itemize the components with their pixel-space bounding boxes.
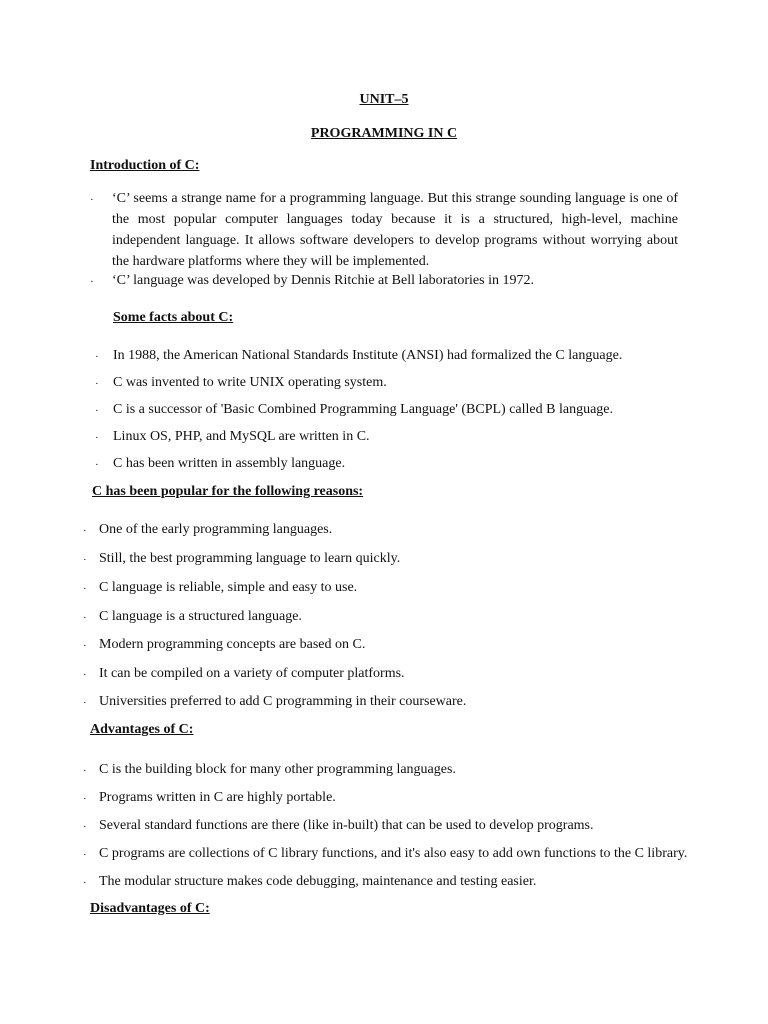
bullet-glyph: · — [95, 459, 99, 471]
bullet-glyph: · — [83, 793, 87, 805]
bullet-glyph: · — [83, 849, 87, 861]
list-item: C is the building block for many other programming languages. — [99, 762, 456, 777]
bullet-glyph: · — [95, 432, 99, 444]
bullet-glyph: · — [83, 583, 87, 595]
list-item: Linux OS, PHP, and MySQL are written in C. — [113, 429, 370, 444]
bullet-glyph: · — [90, 194, 94, 206]
disadvantages-heading: Disadvantages of C: — [90, 901, 210, 916]
advantages-heading: Advantages of C: — [90, 722, 194, 737]
list-item: Still, the best programming language to learn quickly. — [99, 551, 401, 566]
list-item: C was invented to write UNIX operating system. — [113, 375, 387, 390]
list-item: The modular structure makes code debugging, maintenance and testing easier. — [99, 874, 537, 889]
bullet-glyph: · — [83, 697, 87, 709]
bullet-glyph: · — [83, 765, 87, 777]
facts-heading: Some facts about C: — [113, 310, 234, 325]
unit-title: UNIT–5 — [359, 92, 409, 107]
bullet-glyph: · — [83, 821, 87, 833]
bullet-glyph: · — [95, 351, 99, 363]
list-item: C language is a structured language. — [99, 609, 302, 624]
intro-paragraph-2: ‘C’ language was developed by Dennis Ritchie at Bell laboratories in 1972. — [112, 273, 534, 288]
bullet-glyph: · — [90, 276, 94, 288]
subject-title: PROGRAMMING IN C — [310, 126, 458, 141]
list-item: Several standard functions are there (like in-built) that can be used to develop programs. — [99, 818, 594, 833]
bullet-glyph: · — [95, 405, 99, 417]
list-item: It can be compiled on a variety of computer platforms. — [99, 666, 405, 681]
list-item: C language is reliable, simple and easy to use. — [99, 580, 358, 595]
list-item: C has been written in assembly language. — [113, 456, 346, 471]
bullet-glyph: · — [83, 612, 87, 624]
bullet-glyph: · — [83, 640, 87, 652]
bullet-glyph: · — [95, 378, 99, 390]
bullet-glyph: · — [83, 669, 87, 681]
bullet-glyph: · — [83, 877, 87, 889]
list-item: C programs are collections of C library functions, and it's also easy to add own functions to the C library. — [99, 846, 688, 861]
list-item: C is a successor of 'Basic Combined Programming Language' (BCPL) called B language. — [113, 402, 613, 417]
list-item: Universities preferred to add C programming in their courseware. — [99, 694, 467, 709]
bullet-glyph: · — [83, 525, 87, 537]
bullet-glyph: · — [83, 554, 87, 566]
intro-heading: Introduction of C: — [90, 158, 200, 173]
intro-paragraph-1: ‘C’ seems a strange name for a programming language. But this strange sounding language is one of the most popular computer languages today because it is a structured, high-level, machine independent language. It allows software developers to develop programs without worrying about the hardware platforms where they will be implemented. — [112, 191, 678, 269]
list-item: Programs written in C are highly portable. — [99, 790, 336, 805]
list-item: One of the early programming languages. — [99, 522, 333, 537]
list-item: Modern programming concepts are based on C. — [99, 637, 366, 652]
list-item: In 1988, the American National Standards Institute (ANSI) had formalized the C language. — [113, 348, 623, 363]
popular-heading: C has been popular for the following reasons: — [92, 484, 364, 499]
